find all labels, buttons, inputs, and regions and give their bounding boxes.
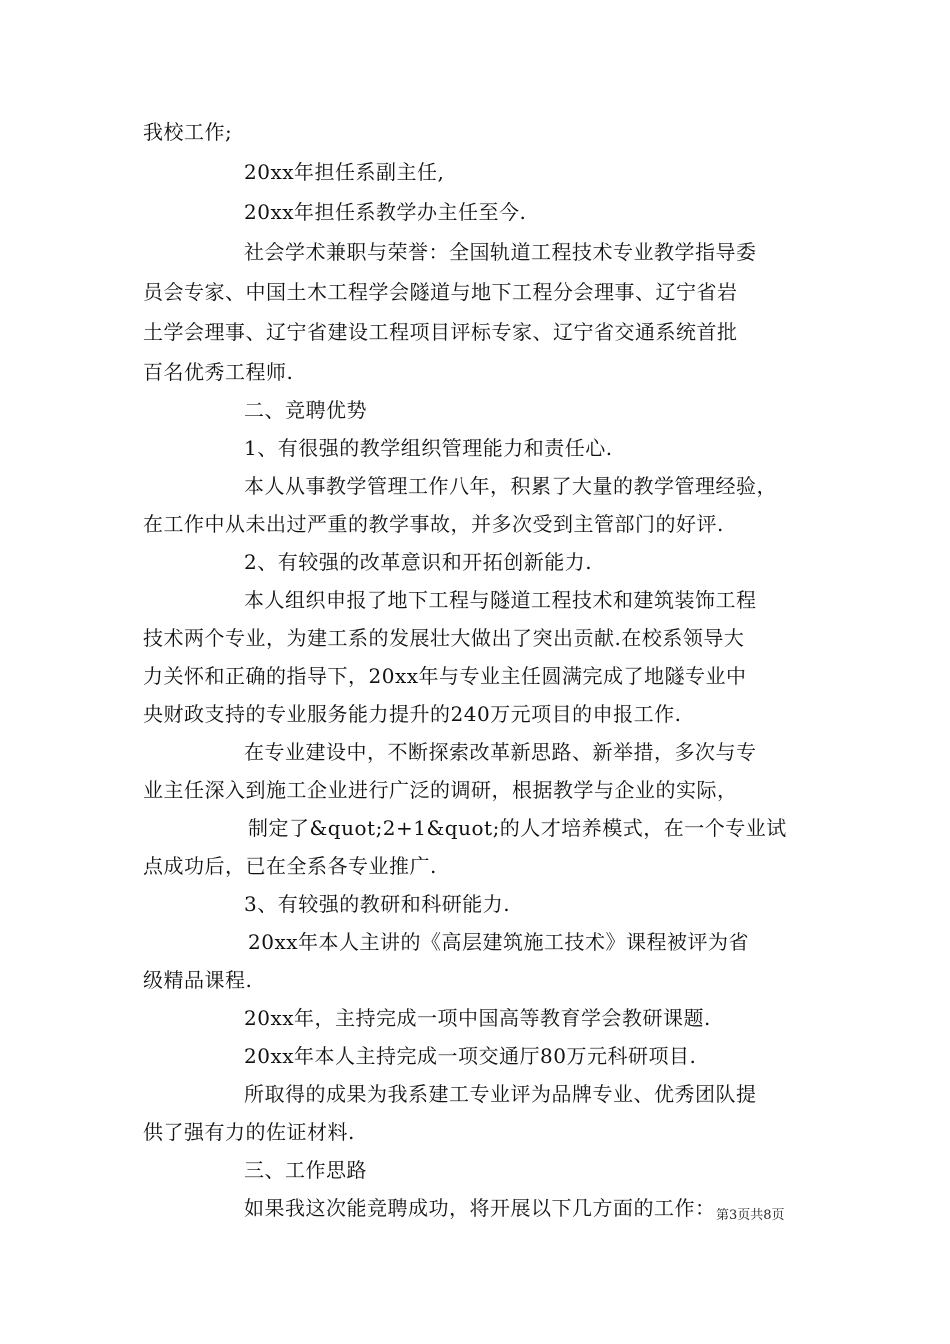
text-line: 本人组织申报了地下工程与隧道工程技术和建筑装饰工程 [244, 588, 757, 612]
section-heading: 二、竞聘优势 [244, 398, 367, 422]
text-line: 20xx年，主持完成一项中国高等教育学会教研课题. [244, 1006, 711, 1030]
text-line: 在工作中从未出过严重的教学事故，并多次受到主管部门的好评. [143, 512, 724, 536]
text-line: 社会学术兼职与荣誉：全国轨道工程技术专业教学指导委 [244, 240, 757, 264]
text-line: 在专业建设中，不断探索改革新思路、新举措，多次与专 [244, 740, 757, 764]
subheading: 1、有很强的教学组织管理能力和责任心. [244, 436, 613, 460]
text-line: 如果我这次能竞聘成功，将开展以下几方面的工作： [244, 1196, 716, 1220]
text-line: 央财政支持的专业服务能力提升的240万元项目的申报工作. [143, 702, 682, 726]
text-line: 土学会理事、辽宁省建设工程项目评标专家、辽宁省交通系统首批 [143, 320, 738, 344]
subheading: 3、有较强的教研和科研能力. [244, 892, 511, 916]
text-line: 所取得的成果为我系建工专业评为品牌专业、优秀团队提 [244, 1082, 757, 1106]
text-line: 级精品课程. [143, 968, 253, 992]
page-number: 第3页共8页 [716, 1208, 785, 1223]
subheading: 2、有较强的改革意识和开拓创新能力. [244, 550, 593, 574]
text-line: 百名优秀工程师. [143, 360, 294, 384]
text-line: 业主任深入到施工企业进行广泛的调研，根据教学与企业的实际， [143, 778, 738, 802]
text-line: 供了强有力的佐证材料. [143, 1120, 355, 1144]
text-line: 20xx年担任系副主任, [244, 160, 445, 184]
text-line: 20xx年本人主讲的《高层建筑施工技术》课程被评为省 [248, 930, 750, 954]
text-line: 技术两个专业，为建工系的发展壮大做出了突出贡献.在校系领导大 [143, 626, 745, 650]
section-heading: 三、工作思路 [244, 1158, 367, 1182]
text-line: 20xx年担任系教学办主任至今. [244, 200, 527, 224]
text-line: 我校工作; [143, 120, 233, 144]
text-line: 20xx年本人主持完成一项交通厅80万元科研项目. [244, 1044, 697, 1068]
text-line: 点成功后，已在全系各专业推广. [143, 854, 437, 878]
text-line: 员会专家、中国土木工程学会隧道与地下工程分会理事、辽宁省岩 [143, 280, 738, 304]
text-line: 力关怀和正确的指导下，20xx年与专业主任圆满完成了地隧专业中 [143, 664, 747, 688]
text-line: 制定了&quot;2+1&quot;的人才培养模式，在一个专业试 [248, 816, 787, 840]
text-line: 本人从事教学管理工作八年，积累了大量的教学管理经验， [244, 474, 777, 498]
